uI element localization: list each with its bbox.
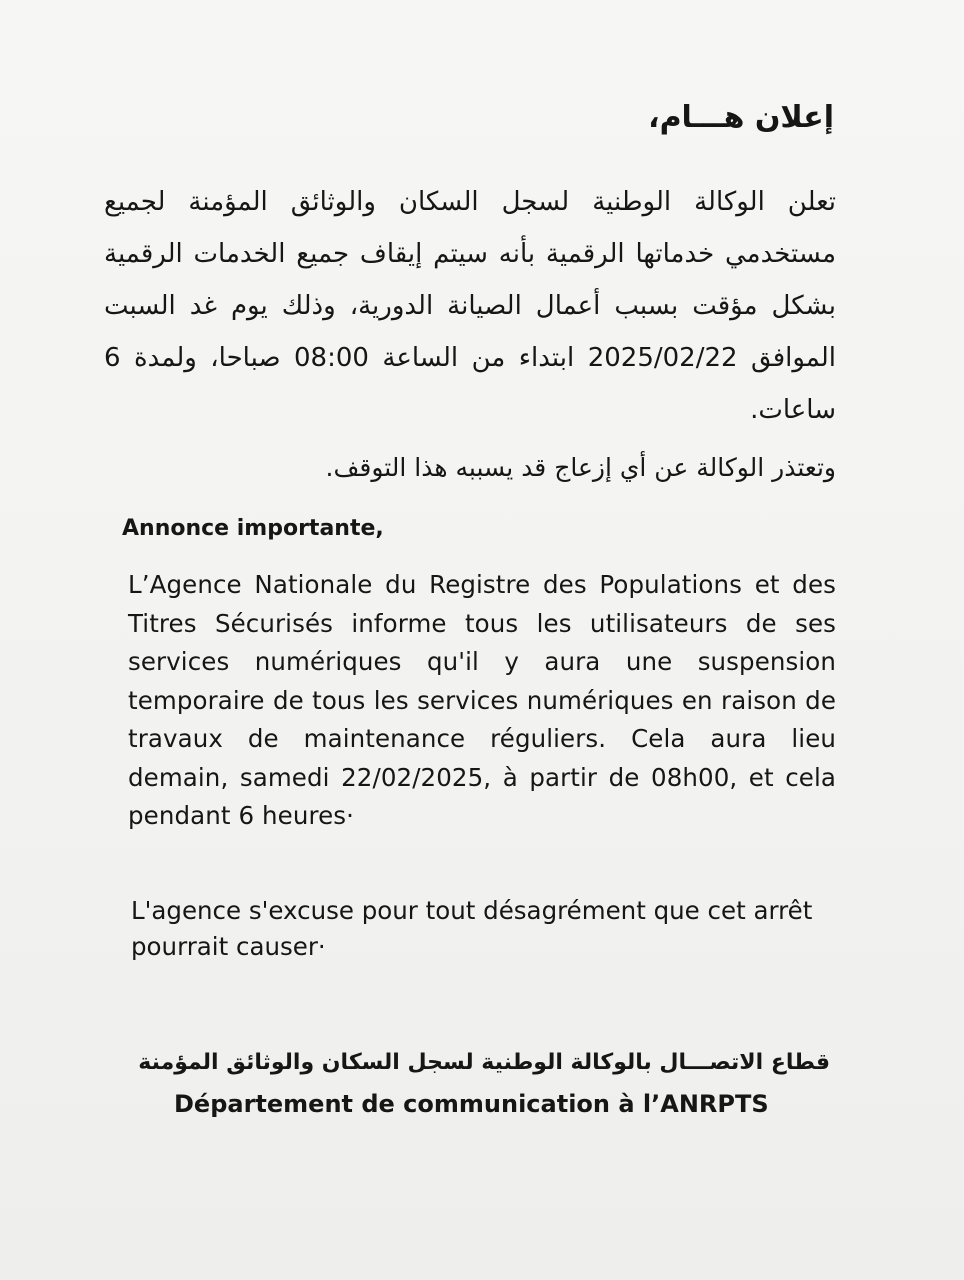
arabic-signature: قطاع الاتصـــال بالوكالة الوطنية لسجل السكان والوثائق المؤمنة (138, 1050, 830, 1075)
french-title: Annonce importante, (122, 516, 384, 541)
french-apology: L'agence s'excuse pour tout désagrément que cet arrêt pourrait causer· (131, 896, 813, 961)
arabic-body-text: تعلن الوكالة الوطنية لسجل السكان والوثائق المؤمنة لجميع مستخدمي خدماتها الرقمية بأنه سيتم إيقاف جميع الخدمات الرقمية بشكل مؤقت بسبب أعمال الصيانة الدورية، وذلك يوم غد السبت الموافق 2025/02/22 ابتداء من الساعة 08:00 صباحا، ولمدة 6 ساعات. (104, 187, 836, 425)
arabic-announcement-body (104, 176, 836, 436)
arabic-apology: وتعتذر الوكالة عن أي إزعاج قد يسببه هذا التوقف. (325, 453, 836, 482)
french-signature: Département de communication à l’ANRPTS (174, 1090, 769, 1118)
arabic-title: إعلان هـــام، (648, 100, 834, 135)
french-announcement-body: L’Agence Nationale du Registre des Populations et des Titres Sécurisés informe tous les utilisateurs de ses services numériques qu'il y aura une suspension temporaire de tous les services numériques en raison de travaux de maintenance réguliers. Cela aura lieu demain, samedi 22/02/2025, à partir de 08h00, et cela pendant 6 heures· (128, 570, 836, 830)
